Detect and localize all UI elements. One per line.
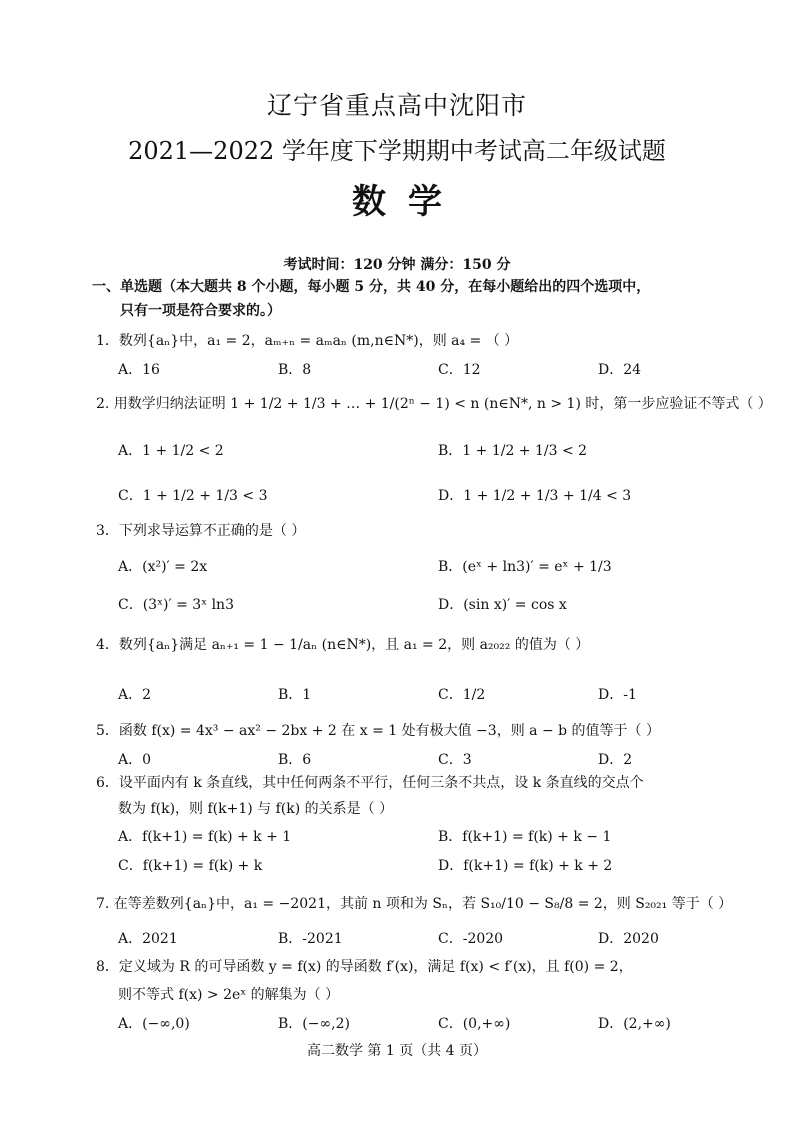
q1-option-d: D．24 xyxy=(598,362,642,378)
q1-option-b: B．8 xyxy=(278,362,312,378)
page-footer: 高二数学 第 1 页（共 4 页） xyxy=(306,1043,488,1059)
q8-option-d: D．(2,+∞) xyxy=(598,1016,671,1032)
q5-option-a: A．0 xyxy=(118,752,152,768)
q6-option-a: A．f(k+1) = f(k) + k + 1 xyxy=(118,829,292,845)
question-8-stem-cont: 则不等式 f(x) > 2eˣ 的解集为（ ） xyxy=(118,987,340,1003)
q4-option-b: B．1 xyxy=(278,687,312,703)
q7-option-a: A．2021 xyxy=(118,931,178,947)
q8-option-a: A．(−∞,0) xyxy=(118,1016,190,1032)
question-7-stem: 7. 在等差数列{aₙ}中，a₁ = −2021，其前 n 项和为 Sₙ，若 S₁₀/10 − S₈/8 = 2，则 S₂₀₂₁ 等于（ ） xyxy=(96,896,733,912)
question-3-stem: 3．下列求导运算不正确的是（ ） xyxy=(96,523,306,539)
question-8-stem: 8．定义域为 R 的可导函数 y = f(x) 的导函数 f′(x)，满足 f(x) < f′(x)，且 f(0) = 2， xyxy=(96,959,633,975)
q4-option-c: C．1/2 xyxy=(438,687,486,703)
question-5-stem: 5．函数 f(x) = 4x³ − ax² − 2bx + 2 在 x = 1 处有极大值 −3，则 a − b 的值等于（ ） xyxy=(96,723,660,739)
q1-option-c: C．12 xyxy=(438,362,481,378)
q3-option-c: C．(3ˣ)′ = 3ˣ ln3 xyxy=(118,597,234,613)
q1-option-a: A．16 xyxy=(118,362,160,378)
subject-title: 数学 xyxy=(352,182,464,222)
exam-meta: 考试时间：120 分钟 满分：150 分 xyxy=(283,257,511,273)
q2-option-d: D．1 + 1/2 + 1/3 + 1/4 < 3 xyxy=(438,488,632,504)
q3-option-a: A．(x²)′ = 2x xyxy=(118,559,208,575)
section-heading-cont: 只有一项是符合要求的。） xyxy=(120,303,281,319)
q7-option-d: D．2020 xyxy=(598,931,659,947)
question-4-stem: 4．数列{aₙ}满足 aₙ₊₁ = 1 − 1/aₙ (n∈N*)，且 a₁ = 2，则 a₂₀₂₂ 的值为（ ） xyxy=(96,637,590,653)
q2-option-c: C．1 + 1/2 + 1/3 < 3 xyxy=(118,488,268,504)
q6-option-b: B．f(k+1) = f(k) + k − 1 xyxy=(438,829,612,845)
q6-option-c: C．f(k+1) = f(k) + k xyxy=(118,858,263,874)
question-1-stem: 1．数列{aₙ}中，a₁ = 2，aₘ₊ₙ = aₘaₙ (m,n∈N*)，则 a₄ = （ ） xyxy=(96,333,519,349)
q4-option-a: A．2 xyxy=(118,687,152,703)
q5-option-d: D．2 xyxy=(598,752,633,768)
q4-option-d: D．-1 xyxy=(598,687,637,703)
q3-option-b: B．(eˣ + ln3)′ = eˣ + 1/3 xyxy=(438,559,612,575)
section-heading: 一、单选题（本大题共 8 个小题，每小题 5 分，共 40 分，在每小题给出的四个选项中， xyxy=(92,279,651,295)
q2-option-a: A．1 + 1/2 < 2 xyxy=(118,443,224,459)
exam-title: 2021—2022 学年度下学期期中考试高二年级试题 xyxy=(128,137,666,165)
q2-option-b: B．1 + 1/2 + 1/3 < 2 xyxy=(438,443,588,459)
question-2-stem: 2. 用数学归纳法证明 1 + 1/2 + 1/3 + … + 1/(2ⁿ − 1) < n (n∈N*, n > 1) 时，第一步应验证不等式（ ） xyxy=(96,396,772,412)
school-title: 辽宁省重点高中沈阳市 xyxy=(266,91,527,120)
q7-option-b: B．-2021 xyxy=(278,931,343,947)
q3-option-d: D．(sin x)′ = cos x xyxy=(438,597,567,613)
q7-option-c: C．-2020 xyxy=(438,931,504,947)
question-6-stem-cont: 数为 f(k)，则 f(k+1) 与 f(k) 的关系是（ ） xyxy=(118,801,394,817)
q5-option-b: B．6 xyxy=(278,752,312,768)
q8-option-c: C．(0,+∞) xyxy=(438,1016,511,1032)
q5-option-c: C．3 xyxy=(438,752,472,768)
q6-option-d: D．f(k+1) = f(k) + k + 2 xyxy=(438,858,613,874)
q8-option-b: B．(−∞,2) xyxy=(278,1016,350,1032)
question-6-stem: 6．设平面内有 k 条直线，其中任何两条不平行，任何三条不共点，设 k 条直线的交点个 xyxy=(96,775,644,791)
